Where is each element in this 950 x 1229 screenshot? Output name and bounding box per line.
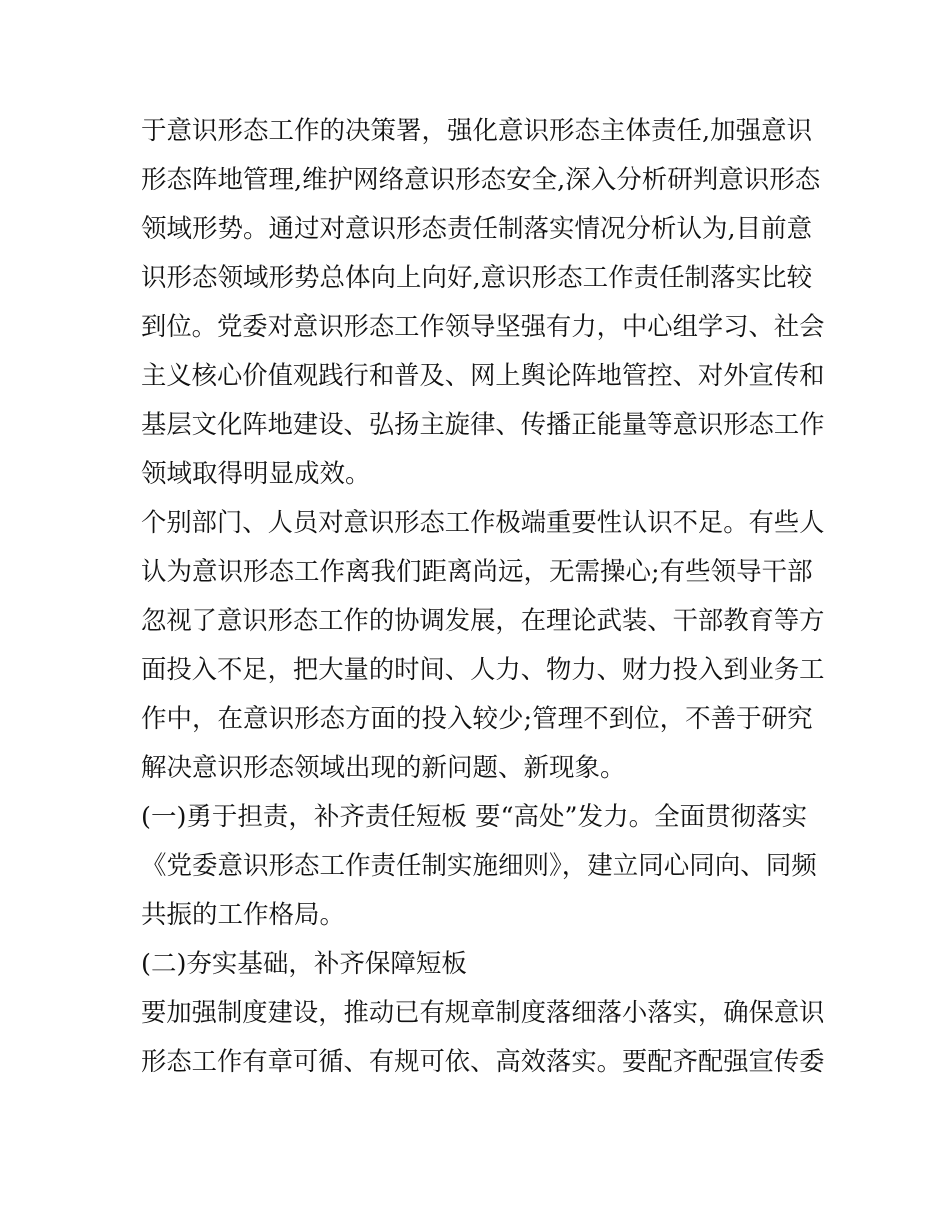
text-line: 个别部门、人员对意识形态工作极端重要性认识不足。有些人 (141, 508, 825, 538)
text-line: 面投入不足，把大量的时间、人力、物力、财力投入到业务工 (141, 655, 825, 685)
text-line: 领域形势。通过对意识形态责任制落实情况分析认为,目前意 (141, 214, 813, 244)
text-line: 作中，在意识形态方面的投入较少;管理不到位，不善于研究 (141, 704, 813, 734)
text-line: 忽视了意识形态工作的协调发展，在理论武装、干部教育等方 (141, 606, 825, 636)
text-line: 认为意识形态工作离我们距离尚远，无需操心;有些领导干部 (141, 557, 813, 587)
text-line: 识形态领域形势总体向上向好,意识形态工作责任制落实比较 (141, 263, 813, 293)
text-line: 到位。党委对意识形态工作领导坚强有力，中心组学习、社会 (141, 312, 825, 342)
text-line: 形态工作有章可循、有规可依、高效落实。要配齐配强宣传委 (141, 1047, 825, 1077)
text-line: 基层文化阵地建设、弘扬主旋律、传播正能量等意识形态工作 (141, 410, 825, 440)
text-line: 于意识形态工作的决策署，强化意识形态主体责任,加强意识 (141, 116, 813, 146)
text-line: 共振的工作格局。 (141, 900, 346, 930)
text-line: 领域取得明显成效。 (141, 459, 371, 489)
text-line: 解决意识形态领域出现的新问题、新现象。 (141, 753, 626, 783)
text-line: 主义核心价值观践行和普及、网上舆论阵地管控、对外宣传和 (141, 361, 825, 391)
text-line: 形态阵地管理,维护网络意识形态安全,深入分析研判意识形态 (141, 165, 821, 195)
text-line: (一)勇于担责，补齐责任短板 要“高处”发力。全面贯彻落实 (141, 802, 808, 832)
text-line: 要加强制度建设，推动已有规章制度落细落小落实，确保意识 (141, 998, 825, 1028)
text-line: (二)夯实基础，补齐保障短板 (141, 949, 467, 979)
text-line: 《党委意识形态工作责任制实施细则》，建立同心同向、同频 (141, 851, 817, 881)
